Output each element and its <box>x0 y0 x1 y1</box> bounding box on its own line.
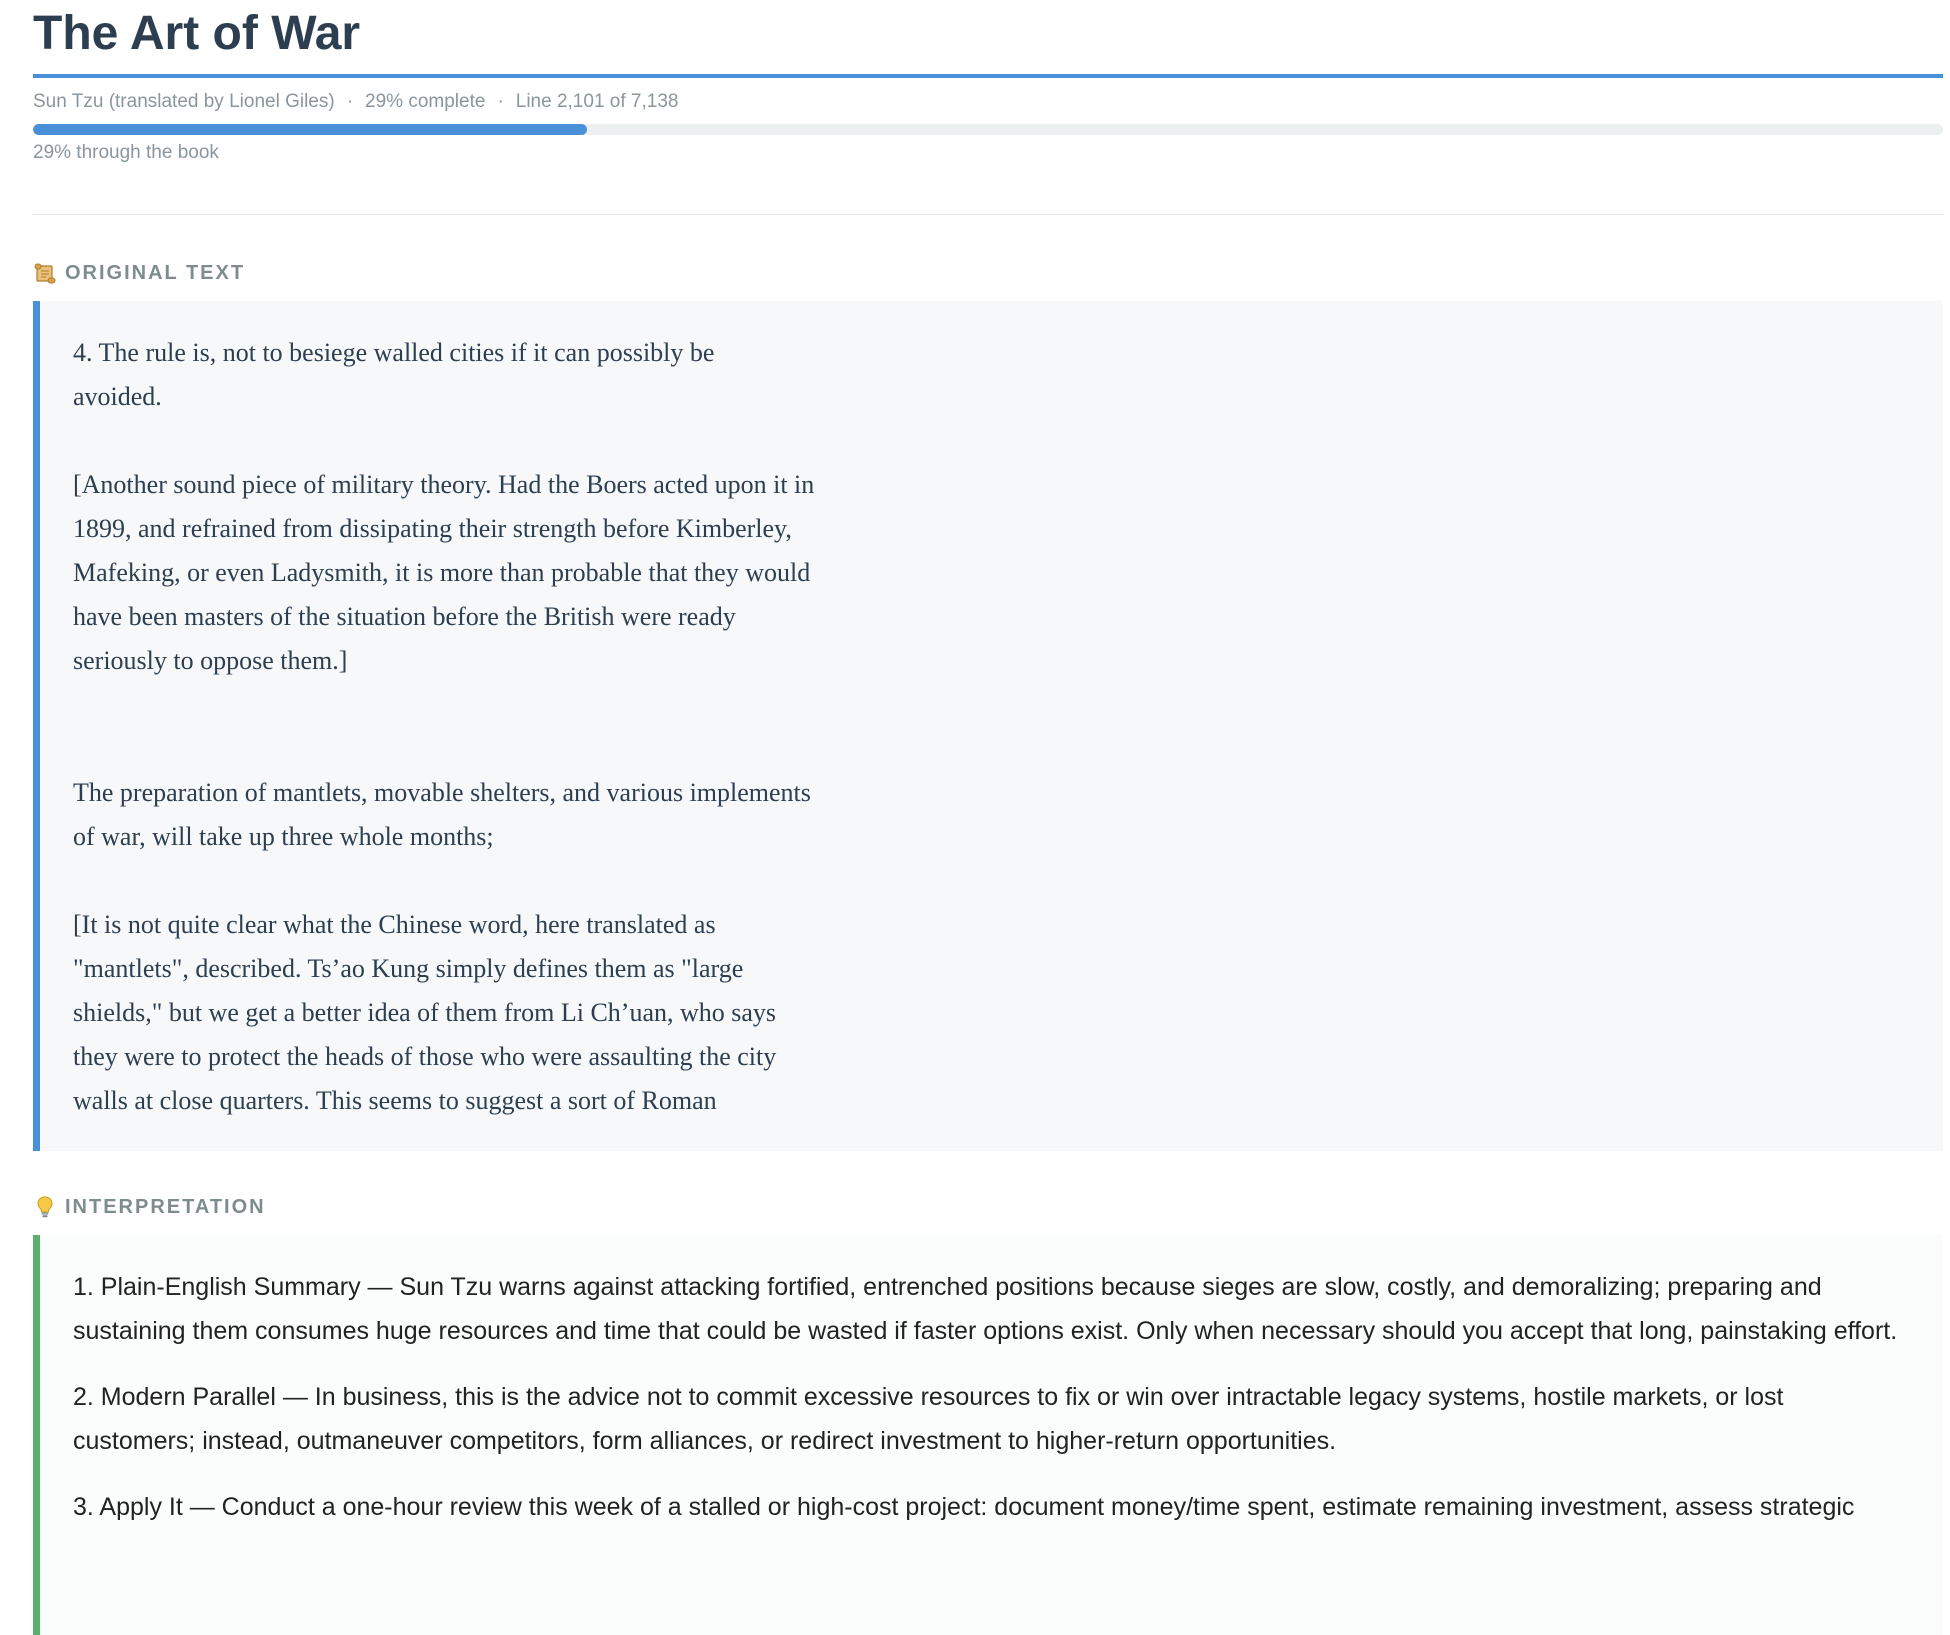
progress-caption: 29% through the book <box>33 142 219 163</box>
interpretation-item: 3. Apply It — Conduct a one-hour review this week of a stalled or high-cost project: document money/time spent, estimate remaining investment, assess strategic <box>73 1493 1855 1521</box>
lightbulb-icon <box>33 1195 57 1219</box>
reader-page <box>33 0 1943 1635</box>
book-meta <box>33 90 1943 114</box>
interpretation-item: 1. Plain-English Summary — Sun Tzu warns against attacking fortified, entrenched positions because sieges are slow, costly, and demoralizing; preparing and sustaining them consumes huge resources and time that could be wasted if faster options exist. Only when necessary should you accept that long, painstaking effort. <box>73 1273 1898 1345</box>
book-title: The Art of War <box>33 0 1943 78</box>
scroll-icon <box>33 261 57 285</box>
interpretation-heading <box>33 1195 1943 1219</box>
book-author: Sun Tzu (translated by Lionel Giles) <box>33 91 335 112</box>
line-position: Line 2,101 of 7,138 <box>515 91 679 112</box>
meta-separator: · <box>497 91 504 112</box>
original-text-label: ORIGINAL TEXT <box>65 262 246 284</box>
interpretation-panel <box>33 1235 1943 1635</box>
reading-progress-fill <box>33 124 587 135</box>
meta-separator: · <box>346 91 354 112</box>
original-text-body: 4. The rule is, not to besiege walled cities if it can possibly be avoided. [Another sound piece of military theory. Had the Boers acted upon it in 1899, and refrained from dissipating their strength before Kimberley, Mafeking, or even Ladysmith, it is more than probable that they would have been masters of the situation before the British were ready seriously to oppose them.] The preparation of mantlets, movable shelters, and various implements of war, will take up three whole months; [It is not quite clear what the Chinese word, here translated as "mantlets", described. Ts’ao Kung simply defines them as "large shields," but we get a better idea of them from Li Ch’uan, who says they were to protect the heads of those who were assaulting the city walls at close quarters. This seems to suggest a sort of Roman <box>73 338 815 1115</box>
percent-complete: 29% complete <box>365 91 486 112</box>
original-text-heading <box>33 261 1943 285</box>
interpretation-label: INTERPRETATION <box>65 1196 266 1218</box>
reading-progress-bar <box>33 124 1943 135</box>
original-text-panel <box>33 301 1943 1151</box>
interpretation-item: 2. Modern Parallel — In business, this is the advice not to commit excessive resources to fix or win over intractable legacy systems, hostile markets, or lost customers; instead, outmaneuver competitors, form alliances, or redirect investment to higher-return opportunities. <box>73 1383 1784 1455</box>
section-divider <box>33 214 1943 215</box>
